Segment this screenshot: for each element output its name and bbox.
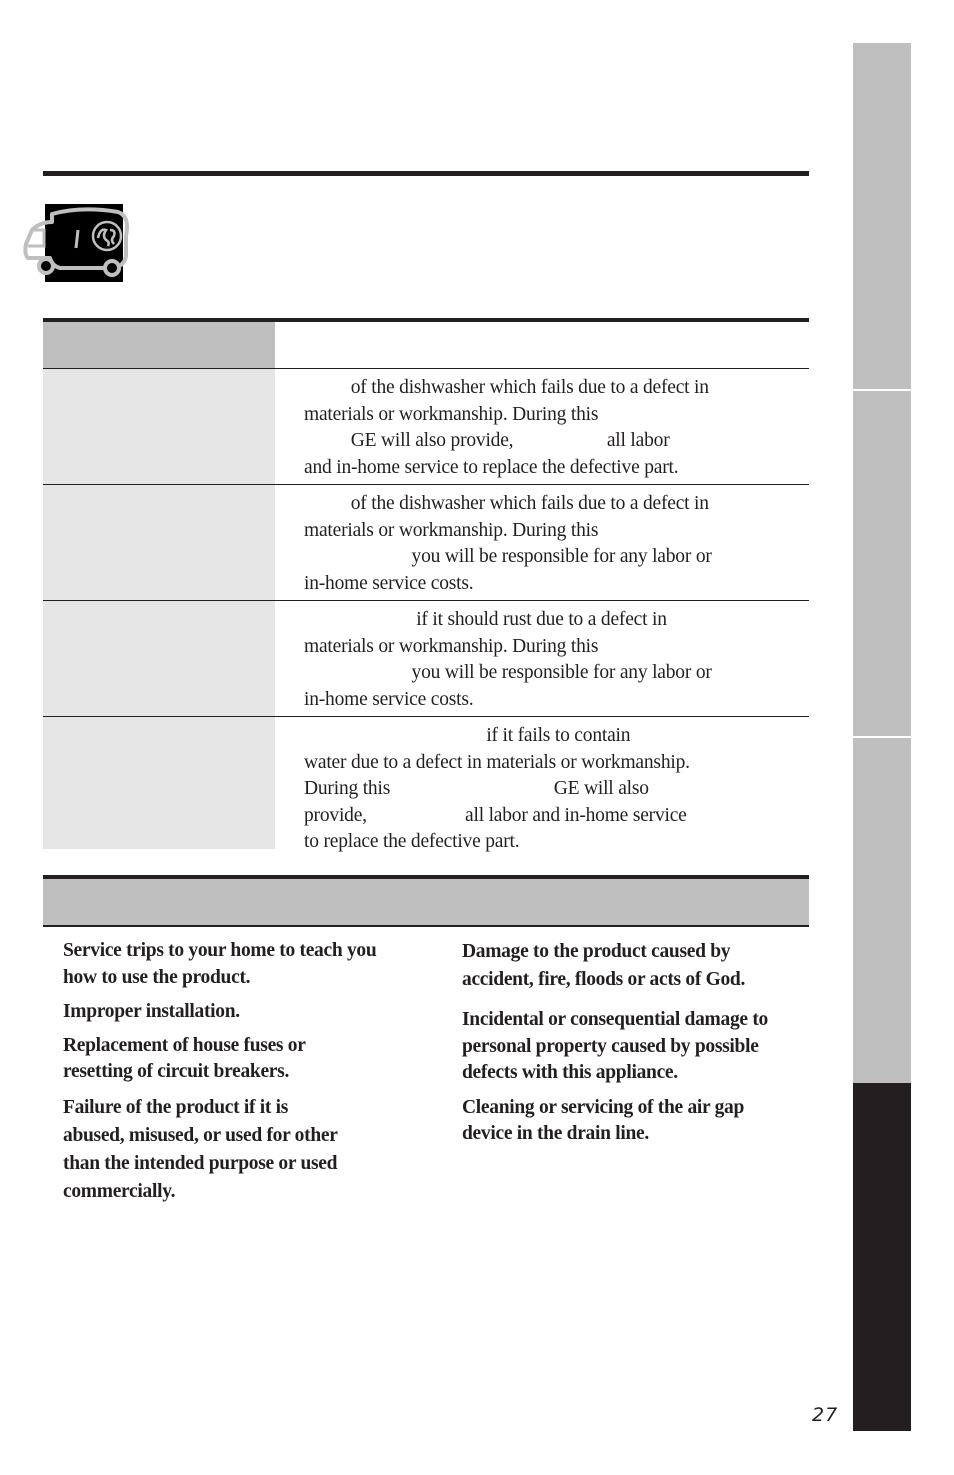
text-line: of the dishwasher which fails due to a defect in	[304, 377, 709, 398]
not-covered-list-right	[462, 938, 768, 1148]
side-tab-4-active	[853, 1083, 911, 1431]
ge-service-van-icon	[22, 200, 132, 286]
text-line: materials or workmanship. During this	[304, 403, 599, 425]
text-line: in-home service costs.	[304, 572, 474, 594]
text-line: in-home service costs.	[304, 688, 474, 710]
warranty-table-header	[43, 318, 809, 369]
text-line: GE will also provide, all labor	[304, 430, 670, 451]
row-label-cell	[43, 485, 275, 600]
text-line: if it fails to contain	[304, 725, 631, 746]
header-cell-right	[275, 322, 809, 368]
not-covered-header	[43, 875, 809, 927]
text-line: and in-home service to replace the defective part.	[304, 456, 679, 478]
text-line: to replace the defective part.	[304, 831, 520, 852]
list-item: Incidental or consequential damage to personal property caused by possible defects with this appliance.	[462, 1009, 768, 1083]
row-label-cell	[43, 717, 275, 849]
list-item: Cleaning or servicing of the air gap device in the drain line.	[462, 1096, 745, 1144]
row-text-cell	[275, 485, 809, 600]
text-line: of the dishwasher which fails due to a defect in	[304, 493, 709, 514]
text-line: you will be responsible for any labor or	[304, 662, 712, 683]
text-line: you will be responsible for any labor or	[304, 546, 712, 567]
text-line: materials or workmanship. During this	[304, 519, 599, 541]
top-rule	[43, 171, 809, 176]
text-line: if it should rust due to a defect in	[304, 609, 667, 630]
warranty-table	[43, 318, 809, 852]
list-item: Replacement of house fuses or resetting of circuit breakers.	[63, 1034, 306, 1082]
list-item: Improper installation.	[63, 1001, 240, 1022]
not-covered-list-left	[63, 938, 376, 1206]
side-tab-2	[853, 391, 911, 736]
table-row	[43, 717, 809, 852]
side-tab-3	[853, 738, 911, 1083]
row-label-cell	[43, 601, 275, 716]
text-line: During this GE will also	[304, 778, 649, 799]
header-cell-left	[43, 322, 275, 368]
side-tab-1	[853, 43, 911, 389]
row-label-cell	[43, 369, 275, 484]
list-item: Service trips to your home to teach you how to use the product.	[63, 940, 377, 988]
page-number: 27	[812, 1404, 839, 1426]
row-text-cell	[275, 601, 809, 716]
list-item: Failure of the product if it is abused, misused, or used for other than the intended purpose or used commercially.	[63, 1096, 338, 1202]
list-item: Damage to the product caused by accident, fire, floods or acts of God.	[462, 941, 746, 990]
text-line: provide, all labor and in-home service	[304, 804, 687, 826]
table-row	[43, 601, 809, 717]
table-row	[43, 369, 809, 485]
table-row	[43, 485, 809, 601]
row-text-cell	[275, 369, 809, 484]
text-line: materials or workmanship. During this	[304, 635, 599, 657]
text-line: water due to a defect in materials or workmanship.	[304, 751, 690, 773]
row-text-cell	[275, 717, 809, 852]
